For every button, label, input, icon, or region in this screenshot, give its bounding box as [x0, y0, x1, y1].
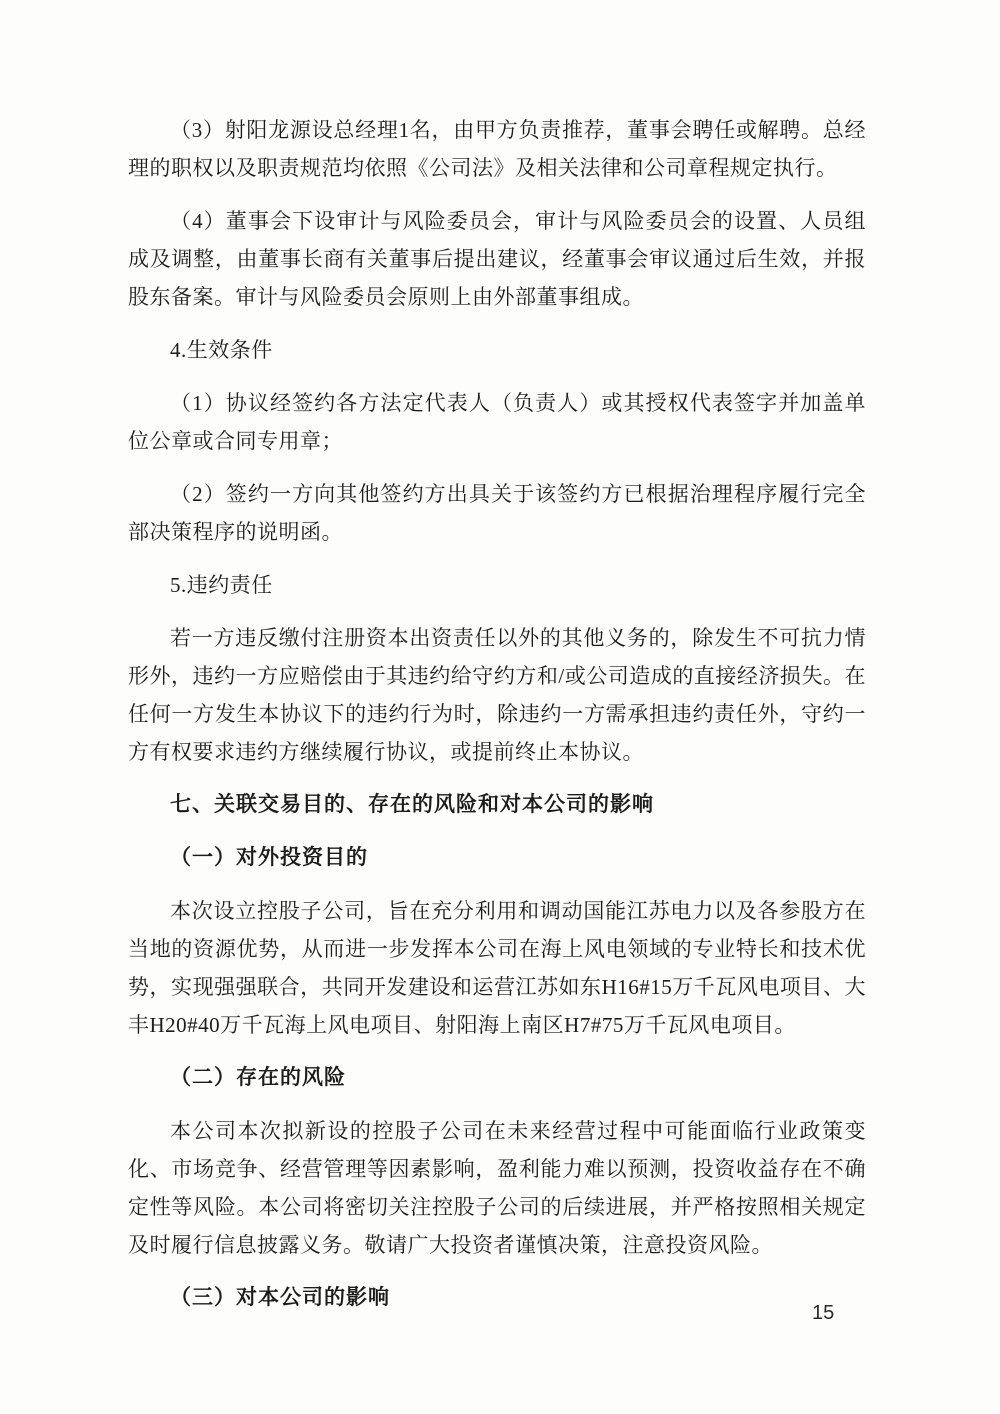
- paragraph: 本次设立控股子公司，旨在充分利用和调动国能江苏电力以及各参股方在当地的资源优势，从而进一步发挥本公司在海上风电领域的专业特长和技术优势，实现强强联合，共同开发建设和运营江苏如东H16#15万千瓦风电项目、大丰H20#40万千瓦海上风电项目、射阳海上南区H7#75万千瓦风电项目。: [128, 899, 866, 1037]
- section-heading: （一）对外投资目的: [170, 846, 368, 869]
- document-body: [128, 111, 866, 1332]
- section-heading: 七、关联交易目的、存在的风险和对本公司的影响: [170, 793, 654, 816]
- paragraph: 4.生效条件: [170, 338, 273, 362]
- page-number: 15: [812, 1302, 835, 1324]
- section-heading: （三）对本公司的影响: [170, 1286, 390, 1309]
- paragraph: 5.违约责任: [170, 573, 273, 597]
- paragraph: （4）董事会下设审计与风险委员会，审计与风险委员会的设置、人员组成及调整，由董事长商有关董事后提出建议，经董事会审议通过后生效，并报股东备案。审计与风险委员会原则上由外部董事组成。: [128, 209, 866, 309]
- paragraph: （3）射阳龙源设总经理1名，由甲方负责推荐，董事会聘任或解聘。总经理的职权以及职责规范均依照《公司法》及相关法律和公司章程规定执行。: [128, 118, 866, 180]
- paragraph: 本公司本次拟新设的控股子公司在未来经营过程中可能面临行业政策变化、市场竞争、经营管理等因素影响，盈利能力难以预测，投资收益存在不确定性等风险。本公司将密切关注控股子公司的后续进展，并严格按照相关规定及时履行信息披露义务。敬请广大投资者谨慎决策，注意投资风险。: [128, 1119, 866, 1257]
- section-heading: （二）存在的风险: [170, 1066, 346, 1089]
- paragraph: （2）签约一方向其他签约方出具关于该签约方已根据治理程序履行完全部决策程序的说明函。: [128, 482, 866, 544]
- paragraph: 若一方违反缴付注册资本出资责任以外的其他义务的，除发生不可抗力情形外，违约一方应赔偿由于其违约给守约方和/或公司造成的直接经济损失。在任何一方发生本协议下的违约行为时，除违约一方需承担违约责任外，守约一方有权要求违约方继续履行协议，或提前终止本协议。: [128, 626, 866, 764]
- paragraph: （1）协议经签约各方法定代表人（负责人）或其授权代表签字并加盖单位公章或合同专用章；: [128, 391, 866, 453]
